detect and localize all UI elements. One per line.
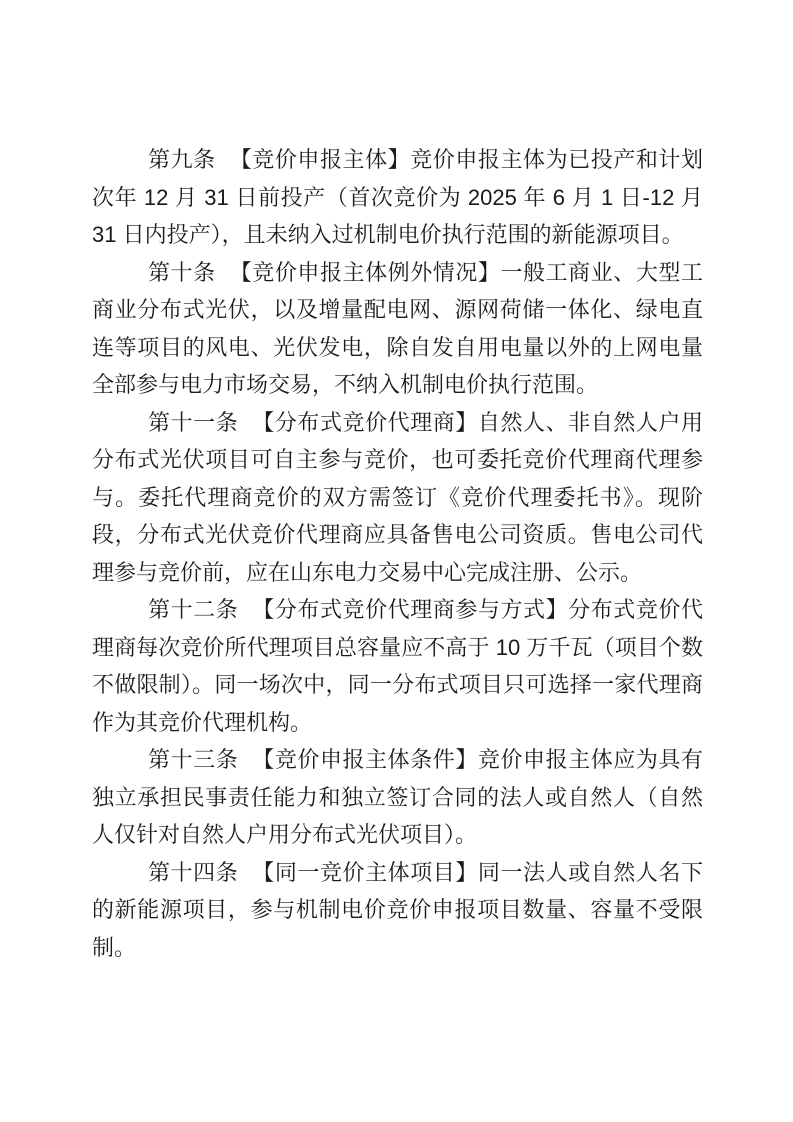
article-body: 自然人、非自然人户用分布式光伏项目可自主参与竞价，也可委托竞价代理商代理参与。委托代理商竞价的双方需签订《竞价代理委托书》。现阶段，分布式光伏竞价代理商应具备售电公司资质。售电公司代理参与竞价前，应在山东电力交易中心完成注册、公示。 <box>92 409 703 585</box>
article-title: 【竞价申报主体条件】 <box>252 747 478 772</box>
article-title: 【分布式竞价代理商参与方式】 <box>252 597 569 622</box>
article-number: 第十一条 <box>148 409 239 435</box>
article-title: 【分布式竞价代理商】 <box>252 409 478 435</box>
article-paragraph <box>92 741 703 854</box>
article-body: 同一法人或自然人名下的新能源项目，参与机制电价竞价申报项目数量、容量不受限制。 <box>92 859 703 960</box>
article-paragraph <box>92 854 703 967</box>
article-paragraph <box>92 254 703 404</box>
article-title: 【竞价申报主体】 <box>229 147 411 172</box>
article-body: 分布式竞价代理商每次竞价所代理项目总容量应不高于 10 万千瓦（项目个数不做限制）。同一场次中，同一分布式项目只可选择一家代理商作为其竞价代理机构。 <box>92 597 703 735</box>
article-paragraph <box>92 591 703 741</box>
article-number: 第十四条 <box>148 859 239 885</box>
article-number: 第九条 <box>148 147 216 172</box>
article-body: 竞价申报主体为已投产和计划次年 12 月 31 日前投产（首次竞价为 2025 年 6 月 1 日-12 月 31 日内投产），且未纳入过机制电价执行范围的新能源项目。 <box>92 147 703 247</box>
document-text-block <box>92 141 703 966</box>
article-title: 【同一竞价主体项目】 <box>252 859 478 885</box>
article-paragraph <box>92 141 703 254</box>
article-number: 第十条 <box>148 259 216 285</box>
article-paragraph <box>92 404 703 592</box>
article-body: 一般工商业、大型工商业分布式光伏，以及增量配电网、源网荷储一体化、绿电直连等项目的风电、光伏发电，除自发自用电量以外的上网电量全部参与电力市场交易，不纳入机制电价执行范围。 <box>92 259 703 397</box>
article-number: 第十二条 <box>148 597 239 622</box>
article-title: 【竞价申报主体例外情况】 <box>229 259 501 285</box>
article-number: 第十三条 <box>148 747 239 772</box>
article-body: 竞价申报主体应为具有独立承担民事责任能力和独立签订合同的法人或自然人（自然人仅针对自然人户用分布式光伏项目）。 <box>92 747 703 847</box>
